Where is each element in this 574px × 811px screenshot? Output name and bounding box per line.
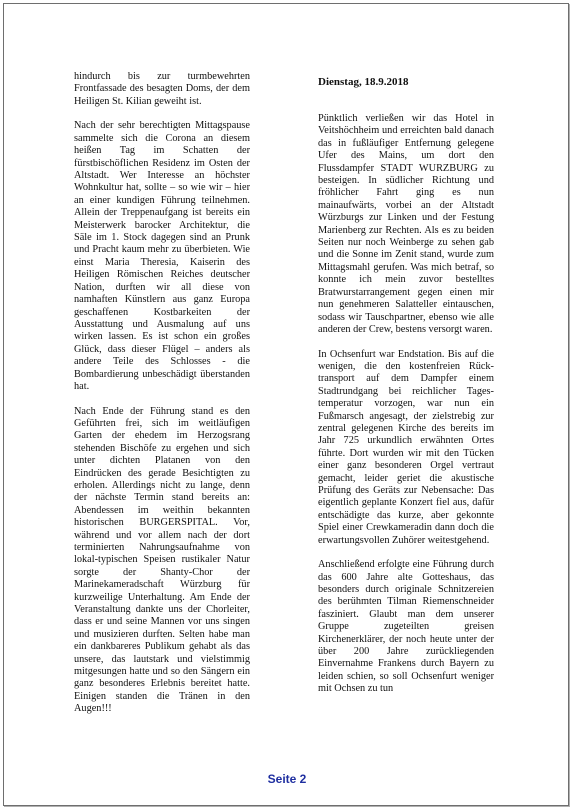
paragraph: Nach der sehr berechtigten Mittagspause sammelte sich die Corona an diesem heißen Tag im Schatten der fürstbischöflichen Residenz im Osten der Altstadt. Wer Interesse an höchster Wohnkultur hat, sollte – so wie wir – hier an einer kundigen Führung teilnehmen. Allein der Treppenaufgang ist bereits ein Meisterwerk barocker Architektur, die Säle im 1. Stock dagegen sind an Prunk und Pracht kaum mehr zu überbieten. Wie einst Maria Theresia, Kaiserin des Heiligen Römischen Reiches deutscher Nation, durften wir all diese von namhaften Künstlern aus ganz Europa geschaffenen Kostbarkeiten der Ausstattung und Ausmalung auf uns wirken lassen. Es ist schon ein großes Glück, dass dieser Flügel – anders als andere Teile des Schlosses - die Bombardierung unbeschädigt überstanden hat. — [74, 120, 250, 392]
paragraph: hindurch bis zur turmbewehrten Frontfassade des besagten Doms, der dem Heiligen St. Kilian geweiht ist. — [74, 71, 250, 107]
page-number: Seite 2 — [267, 772, 307, 786]
date-heading: Dienstag, 18.9.2018 — [318, 76, 409, 88]
right-text-column — [318, 76, 494, 708]
document-page — [3, 3, 569, 806]
paragraph: Nach Ende der Führung stand es den Geführten frei, sich im weitläufigen Garten der ehedem im Herzogsrang stehenden Bischöfe zu ergehen und sich unter dichten Platanen von den Eindrücken des gerade Besichtigten zu erholen. Allerdings nicht zu lange, denn der nächste Termin stand bereits an: Abendessen im weithin bekannten historischen BURGERSPITAL. Vor, während und vor allem nach der dort terminierten Nahrungsaufnahme von lokal-typischen Speisen rustikaler Natur sorgte der Shanty-Chor der Marinekameradschaft Würzburg für kurzweilige Unterhaltung. Am Ende der Veranstaltung dankte uns der Chorleiter, dass er und seine Mannen vor uns singen und musizieren durften. Selten habe man ein dankbareres Publikum gehabt als das unsere, das lautstark und vielstimmig mitgesungen hatte und so den Sängern ein ganz besonderes Erlebnis bereitet hatte. Einigen standen die Tränen in den Augen!!! — [74, 405, 250, 715]
paragraph: In Ochsenfurt war Endstation. Bis auf die wenigen, die den kostenfreien Rück-transport auf dem Dampfer einem Stadtrundgang bei reichlicher Tages-temperatur vorzogen, war nun ein Fußmarsch angesagt, der zielstrebig zur zentral gelegenen Kirche des bereits im Jahr 725 urkundlich erwähnten Ortes führte. Dort wurden wir mit den Tücken einer ganz besonderen Orgel vertraut gemacht, leider geriet die akustische Prüfung des Geräts zur Nebensache: Das eigentlich geplante Konzert fiel aus, dafür entschädigte das kurze, aber gekonnte Spiel einer Crewkameradin dann doch die erwartungsvollen Zuhörer weitestgehend. — [318, 348, 494, 546]
paragraph: Pünktlich verließen wir das Hotel in Veitshöchheim und erreichten bald danach das in fußläufiger Entfernung gelegene Ufer des Mains, um dort den Flussdampfer STADT WURZBURG zu besteigen. In südlicher Richtung und fröhlicher Fahrt ging es nun mainaufwärts, vorbei an der Altstadt Würzburgs zur Linken und der Festung Marienberg zur Rechten. Als es zu beiden Seiten nur noch Weinberge zu sehen gab und die Sonne im Zenit stand, wurde zum Mittagsmahl gerufen. Was mich betraf, so konnte ich mein zuvor bestelltes Bratwurstarrangement gegen einen mir nun genehmeren Salatteller eintauschen, sodass wir Tauschpartner, ebenso wie alle anderen der Crew, bestens versorgt waren. — [318, 113, 494, 335]
paragraph: Anschließend erfolgte eine Führung durch das 600 Jahre alte Gotteshaus, das besonders durch originale Schnitzereien des berühmten Tilman Riemenschneider fasziniert. Glaubt man dem unserer Gruppe zugeteilten greisen Kirchenerklärer, der noch heute unter der über 200 Jahre zurückliegenden Einvernahme Frankens durch Bayern zu leiden schien, so soll Ochsenfurt weniger mit Ochsen zu tun — [318, 559, 494, 695]
left-text-column — [74, 71, 250, 728]
